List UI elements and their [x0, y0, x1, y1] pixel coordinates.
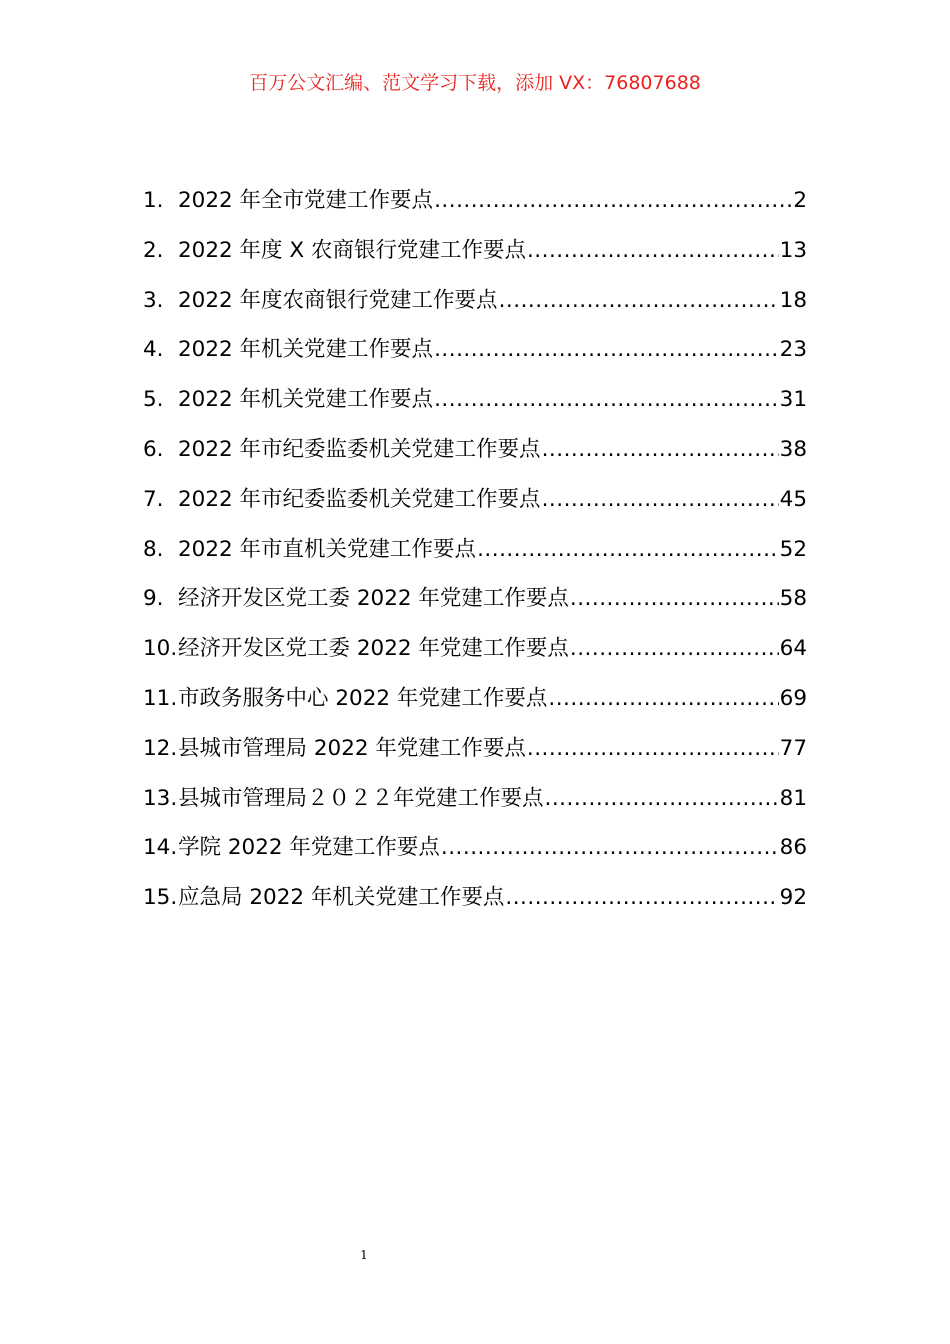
toc-entry[interactable]	[143, 233, 807, 283]
toc-entry-title: 2022 年市纪委监委机关党建工作要点	[178, 436, 541, 462]
toc-entry-number: 15.	[143, 885, 178, 911]
toc-leader-dots	[434, 387, 779, 412]
toc-entry-page: 77	[779, 735, 807, 761]
toc-entry-page: 64	[779, 636, 807, 662]
toc-leader-dots	[570, 636, 779, 661]
toc-entry[interactable]	[143, 781, 807, 831]
toc-leader-dots	[527, 238, 779, 263]
toc-entry-title: 2022 年市纪委监委机关党建工作要点	[178, 486, 541, 512]
toc-entry-number: 11.	[143, 685, 178, 711]
toc-entry-number: 10.	[143, 636, 178, 662]
toc-leader-dots	[527, 736, 779, 761]
toc-entry-title: 2022 年全市党建工作要点	[178, 188, 434, 213]
toc-entry-page: 69	[779, 685, 807, 711]
toc-entry-page: 13	[779, 237, 807, 263]
toc-leader-dots	[499, 288, 779, 313]
toc-entry-number: 4.	[143, 337, 164, 363]
toc-entry-page: 31	[779, 387, 807, 413]
toc-leader-dots	[542, 487, 779, 512]
toc-entry[interactable]	[143, 283, 807, 333]
toc-entry-number: 8.	[143, 536, 164, 562]
toc-entry-page: 38	[779, 436, 807, 462]
toc-leader-dots	[505, 885, 778, 910]
toc-entry-title: 学院 2022 年党建工作要点	[178, 835, 440, 861]
table-of-contents	[143, 183, 807, 930]
toc-entry-title: 2022 年度 X 农商银行党建工作要点	[178, 237, 526, 263]
toc-entry[interactable]	[143, 183, 807, 233]
toc-entry-title: 2022 年市直机关党建工作要点	[178, 536, 477, 562]
toc-entry-page: 23	[779, 337, 807, 363]
toc-entry-page: 58	[779, 586, 807, 612]
toc-entry-page: 92	[779, 885, 807, 911]
toc-leader-dots	[542, 437, 779, 462]
toc-entry-number: 5.	[143, 387, 164, 413]
toc-entry[interactable]	[143, 631, 807, 681]
page-number: 1	[360, 1248, 368, 1262]
toc-entry-number: 13.	[143, 785, 178, 811]
toc-entry-title: 市政务服务中心 2022 年党建工作要点	[178, 685, 548, 711]
toc-entry-number: 12.	[143, 735, 178, 761]
toc-entry[interactable]	[143, 830, 807, 880]
toc-entry-title: 县城市管理局２０２２年党建工作要点	[178, 785, 544, 811]
toc-entry-number: 6.	[143, 436, 164, 462]
toc-entry[interactable]	[143, 382, 807, 432]
toc-leader-dots	[434, 337, 779, 362]
toc-entry[interactable]	[143, 332, 807, 382]
toc-leader-dots	[434, 188, 792, 213]
toc-entry[interactable]	[143, 482, 807, 532]
toc-leader-dots	[548, 686, 778, 711]
toc-entry-number: 14.	[143, 835, 178, 861]
toc-entry-number: 3.	[143, 287, 164, 313]
toc-entry-page: 81	[779, 785, 807, 811]
toc-entry-title: 经济开发区党工委 2022 年党建工作要点	[178, 586, 569, 612]
toc-entry-title: 2022 年机关党建工作要点	[178, 387, 434, 413]
toc-entry-page: 2	[793, 188, 807, 213]
toc-entry-title: 2022 年度农商银行党建工作要点	[178, 287, 498, 313]
watermark-header: 百万公文汇编、范文学习下载，添加 VX：76807688	[249, 72, 701, 94]
toc-leader-dots	[545, 786, 779, 811]
toc-entry-title: 县城市管理局 2022 年党建工作要点	[178, 735, 526, 761]
toc-entry[interactable]	[143, 532, 807, 582]
toc-entry-number: 9.	[143, 586, 164, 612]
toc-entry[interactable]	[143, 432, 807, 482]
toc-leader-dots	[441, 835, 779, 860]
toc-entry[interactable]	[143, 681, 807, 731]
toc-entry-page: 45	[779, 486, 807, 512]
toc-leader-dots	[477, 537, 779, 562]
toc-entry-title: 2022 年机关党建工作要点	[178, 337, 434, 363]
toc-entry[interactable]	[143, 880, 807, 930]
toc-entry-number: 7.	[143, 486, 164, 512]
toc-entry-number: 1.	[143, 188, 164, 213]
toc-entry-title: 应急局 2022 年机关党建工作要点	[178, 885, 505, 911]
toc-leader-dots	[570, 586, 779, 611]
toc-entry-page: 86	[779, 835, 807, 861]
toc-entry-number: 2.	[143, 237, 164, 263]
toc-entry-page: 18	[779, 287, 807, 313]
toc-entry[interactable]	[143, 581, 807, 631]
toc-entry-title: 经济开发区党工委 2022 年党建工作要点	[178, 636, 569, 662]
toc-entry-page: 52	[779, 536, 807, 562]
toc-entry[interactable]	[143, 731, 807, 781]
